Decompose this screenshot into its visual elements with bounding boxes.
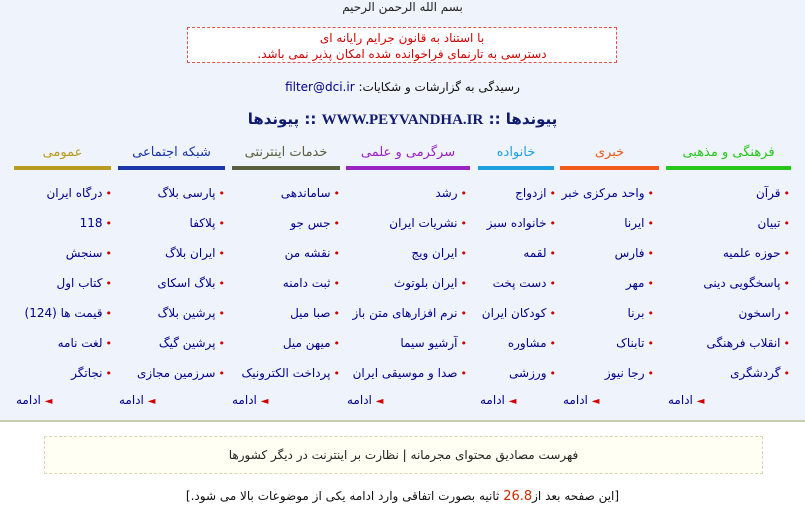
more-label: ادامه [480,393,505,407]
bullet-icon: • [783,187,790,200]
bullet-icon: • [105,367,112,380]
bullet-icon: • [549,307,556,320]
category-link[interactable]: ازدواج [515,186,547,200]
category-link[interactable]: پرشین بلاگ [157,306,216,320]
list-item [0,355,112,385]
category-header-internet-services[interactable] [232,144,340,170]
list-item [347,355,467,385]
bullet-icon: • [783,337,790,350]
category-link[interactable]: رجا نیوز [604,366,645,380]
category-link[interactable]: ورزشی [509,366,547,380]
bullet-icon: • [460,277,467,290]
more-link-cultural[interactable] [668,393,704,407]
bullet-icon: • [549,217,556,230]
bullet-icon: • [333,247,340,260]
category-link[interactable]: درگاه ایران [46,186,103,200]
more-link-general[interactable] [16,393,52,407]
more-label: ادامه [16,393,41,407]
footer-link-criminal-content[interactable]: فهرست مصادیق محتوای مجرمانه [410,448,579,462]
redirect-countdown: 26.8 [503,489,533,504]
bullet-icon: • [647,367,654,380]
bullet-icon: • [460,187,467,200]
category-label: خانواده [496,145,536,160]
category-header-entertainment[interactable] [346,144,470,170]
more-arrow-icon: ◄ [375,396,384,407]
list-item [105,265,225,295]
more-arrow-icon: ◄ [591,396,600,407]
bullet-icon: • [783,217,790,230]
category-label: سرگرمی و علمی [360,145,456,160]
category-link[interactable]: نجاتگر [71,366,103,380]
list-item [347,205,467,235]
list-item [347,265,467,295]
list-item [670,265,790,295]
list-item [105,325,225,355]
more-label: ادامه [347,393,372,407]
list-item [220,175,340,205]
link-list-general [0,175,112,385]
more-label: ادامه [563,393,588,407]
category-link[interactable]: رشد [435,186,458,200]
more-arrow-icon: ◄ [508,396,517,407]
category-header-general[interactable] [14,144,111,170]
bullet-icon: • [218,217,225,230]
bullet-icon: • [333,277,340,290]
more-arrow-icon: ◄ [44,396,53,407]
list-item [670,325,790,355]
list-item [347,175,467,205]
category-link[interactable]: پلاکفا [189,216,216,230]
report-label: رسیدگی به گزارشات و شکایات: [358,80,520,94]
bullet-icon: • [647,307,654,320]
list-item [0,325,112,355]
category-link[interactable]: خانواده سبز [486,216,547,230]
category-link[interactable]: ساماندهی [280,186,331,200]
link-list-social-network [105,175,225,385]
bullet-icon: • [333,367,340,380]
category-link[interactable]: مهر [625,276,645,290]
list-item [0,205,112,235]
list-item [670,205,790,235]
category-underline [346,166,470,170]
bullet-icon: • [549,367,556,380]
bullet-icon: • [218,277,225,290]
category-link[interactable]: ایران ویج [411,246,458,260]
list-item [220,355,340,385]
list-item [105,205,225,235]
bullet-icon: • [333,187,340,200]
list-item [105,235,225,265]
category-link[interactable]: انقلاب فرهنگی [706,336,781,350]
bullet-icon: • [647,187,654,200]
more-link-entertainment[interactable] [347,393,383,407]
warning-line-1: با استناد به قانون جرایم رایانه ای [319,31,485,45]
category-link[interactable]: فارس [614,246,645,260]
more-link-internet-services[interactable] [232,393,268,407]
link-list-entertainment [347,175,467,385]
list-item [0,175,112,205]
category-link[interactable]: پاسخگویی دینی [703,276,781,290]
category-link[interactable]: ایرنا [624,216,645,230]
category-label: عمومی [42,145,83,160]
more-arrow-icon: ◄ [147,396,156,407]
category-link[interactable]: تابناک [616,336,645,350]
title-site-link[interactable]: WWW.PEYVANDHA.IR [321,112,484,128]
category-label: شبکه اجتماعی [132,145,211,160]
bullet-icon: • [783,277,790,290]
bullet-icon: • [460,247,467,260]
bullet-icon: • [105,247,112,260]
category-link[interactable]: ایران بلاگ [165,246,216,260]
bullet-icon: • [460,217,467,230]
title-suffix: :: پیوندها [247,110,317,128]
bullet-icon: • [460,307,467,320]
category-link[interactable]: واحد مرکزی خبر [561,186,645,200]
footer-link-internet-monitoring[interactable]: نظارت بر اینترنت در دیگر کشورها [228,448,399,462]
category-link[interactable]: صدا و موسیقی ایران [352,366,458,380]
list-item [670,235,790,265]
category-header-cultural[interactable] [666,144,791,170]
redirect-prefix: [این صفحه بعد از [532,489,620,503]
redirect-notice [0,489,805,504]
bullet-icon: • [105,307,112,320]
category-link[interactable]: 118 [79,216,103,230]
category-link[interactable]: پرداخت الکترونیک [241,366,331,380]
link-list-internet-services [220,175,340,385]
category-link[interactable]: راسخون [738,306,781,320]
category-link[interactable]: کودکان ایران [481,306,547,320]
more-label: ادامه [119,393,144,407]
category-link[interactable]: ثبت دامنه [282,276,331,290]
list-item [220,205,340,235]
bullet-icon: • [647,217,654,230]
list-item [0,235,112,265]
list-item [220,265,340,295]
bullet-icon: • [218,337,225,350]
category-link[interactable]: صبا میل [290,306,331,320]
more-arrow-icon: ◄ [696,396,705,407]
bullet-icon: • [647,247,654,260]
category-link[interactable]: آرشیو سیما [400,336,458,350]
category-link[interactable]: ایران بلوتوث [393,276,458,290]
category-link[interactable]: کتاب اول [56,276,103,290]
bullet-icon: • [333,307,340,320]
category-underline [14,166,111,170]
list-item [347,235,467,265]
more-link-social-network[interactable] [119,393,155,407]
basmala-text: بسم الله الرحمن الرحیم [342,0,463,14]
link-list-cultural [670,175,790,385]
category-link[interactable]: قیمت ها (124) [24,306,103,320]
category-underline [666,166,791,170]
redirect-suffix: ثانیه بصورت اتفاقی وارد ادامه یکی از موضوعات بالا می شود.] [185,489,500,503]
more-arrow-icon: ◄ [260,396,269,407]
list-item [105,295,225,325]
more-label: ادامه [232,393,257,407]
category-link[interactable]: میهن میل [282,336,331,350]
bullet-icon: • [333,217,340,230]
bullet-icon: • [783,367,790,380]
category-header-news[interactable] [560,144,659,170]
category-link[interactable]: حوزه علمیه [722,246,781,260]
category-label: خبری [594,145,625,160]
report-line [0,80,805,94]
category-link[interactable]: گردشگری [730,366,781,380]
list-item [220,235,340,265]
category-link[interactable]: پارسی بلاگ [157,186,216,200]
bullet-icon: • [218,367,225,380]
category-link[interactable]: نشریات ایران [389,216,458,230]
bullet-icon: • [333,337,340,350]
page-title [0,110,805,129]
footer-separator: | [402,448,407,462]
bullet-icon: • [647,277,654,290]
title-prefix: پیوندها :: [488,110,558,128]
footer-links-box [44,436,763,474]
list-item [220,325,340,355]
category-link[interactable]: سرزمین مجازی [137,366,216,380]
list-item [670,295,790,325]
category-link[interactable]: نقشه من [284,246,331,260]
bullet-icon: • [783,247,790,260]
category-link[interactable]: سنجش [65,246,103,260]
category-header-family[interactable] [478,144,554,170]
bullet-icon: • [549,187,556,200]
bullet-icon: • [549,247,556,260]
category-link[interactable]: تبیان [757,216,781,230]
category-link[interactable]: جس جو [290,216,331,230]
list-item [0,295,112,325]
more-link-family[interactable] [480,393,516,407]
list-item [670,175,790,205]
bullet-icon: • [218,307,225,320]
category-link[interactable]: نرم افزارهای متن باز [352,306,458,320]
category-link[interactable]: پرشین گیگ [158,336,216,350]
bullet-icon: • [549,337,556,350]
list-item [347,295,467,325]
category-link[interactable]: برنا [627,306,645,320]
more-label: ادامه [668,393,693,407]
category-link[interactable]: لغت نامه [57,336,103,350]
category-link[interactable]: مشاوره [507,336,547,350]
report-email-link[interactable]: filter@dci.ir [285,80,355,94]
category-link[interactable]: بلاگ اسکای [157,276,216,290]
bullet-icon: • [218,187,225,200]
category-link[interactable]: قرآن [755,186,781,200]
category-label: فرهنگی و مذهبی [682,145,775,160]
list-item [347,325,467,355]
bullet-icon: • [460,337,467,350]
bullet-icon: • [460,367,467,380]
list-item [105,175,225,205]
bullet-icon: • [105,187,112,200]
bullet-icon: • [783,307,790,320]
category-underline [560,166,659,170]
category-underline [232,166,340,170]
category-underline [478,166,554,170]
category-link[interactable]: لقمه [523,246,547,260]
filter-warning-box [187,27,617,63]
bullet-icon: • [105,337,112,350]
list-item [670,355,790,385]
bullet-icon: • [105,217,112,230]
list-item [0,265,112,295]
category-underline [118,166,225,170]
list-item [220,295,340,325]
list-item [105,355,225,385]
bullet-icon: • [549,277,556,290]
category-header-social-network[interactable] [118,144,225,170]
category-label: خدمات اینترنتی [244,145,328,160]
bullet-icon: • [218,247,225,260]
warning-line-2: دسترسی به تارنمای فراخوانده شده امکان پذیر نمی باشد. [257,47,547,61]
category-link[interactable]: دست پخت [492,276,547,290]
bullet-icon: • [105,277,112,290]
bullet-icon: • [647,337,654,350]
more-link-news[interactable] [563,393,599,407]
